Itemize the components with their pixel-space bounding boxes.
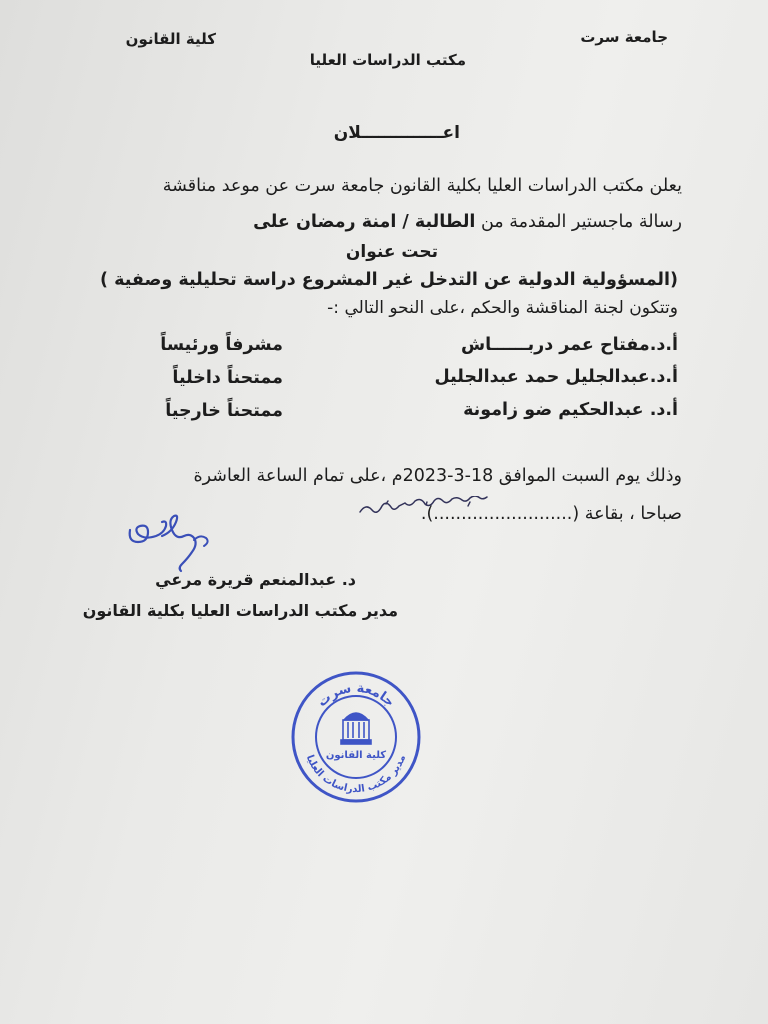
handwritten-venue-note [356, 496, 506, 520]
committee-member-role: ممتحناً داخلياً [172, 368, 283, 388]
office-name: مكتب الدراسات العليا [309, 51, 466, 69]
venue-line: صباحا ، بقاعة (.........................). [420, 504, 682, 524]
university-name: جامعة سرت [580, 28, 668, 46]
announcement-line-2-prefix: رسالة ماجستير المقدمة من [475, 212, 682, 232]
committee-member-name: أ.د.مفتاح عمر دربــــــاش [460, 335, 678, 355]
announcement-title: اعــــــــــــــلان [333, 123, 460, 143]
official-stamp [290, 670, 422, 804]
thesis-title: (المسؤولية الدولية عن التدخل غير المشروع دراسة تحليلية وصفية ) [100, 270, 678, 290]
building-emblem-icon [341, 713, 371, 744]
signatory-name: د. عبدالمنعم قريرة مرعي [155, 570, 356, 589]
date-time-line: وذلك يوم السبت الموافق 18-3-2023م ،على تمام الساعة العاشرة [193, 466, 682, 486]
announcement-line-2 [253, 212, 682, 232]
committee-member-name: أ.د. عبدالحكيم ضو زامونة [463, 400, 678, 420]
committee-member-role: ممتحناً خارجياً [165, 401, 283, 421]
student-name: الطالبة / امنة رمضان على [253, 212, 476, 232]
college-name: كلية القانون [125, 30, 216, 48]
stamp-top-text: جامعة سرت [314, 680, 398, 711]
title-heading: تحت عنوان [345, 242, 438, 262]
committee-member-name: أ.د.عبدالجليل حمد عبدالجليل [434, 367, 678, 387]
signature [122, 510, 222, 575]
committee-intro: وتتكون لجنة المناقشة والحكم ،على النحو التالي :- [327, 298, 678, 318]
stamp-bottom-text: مدير مكتب الدراسات العليا [303, 753, 409, 796]
signatory-title: مدير مكتب الدراسات العليا بكلية القانون [82, 601, 398, 620]
svg-text:جامعة سرت [315, 681, 397, 710]
committee-member-role: مشرفاً ورئيساً [160, 335, 283, 355]
announcement-line-1: يعلن مكتب الدراسات العليا بكلية القانون جامعة سرت عن موعد مناقشة [162, 176, 682, 196]
stamp-center-text: كلية القانون [325, 750, 387, 761]
